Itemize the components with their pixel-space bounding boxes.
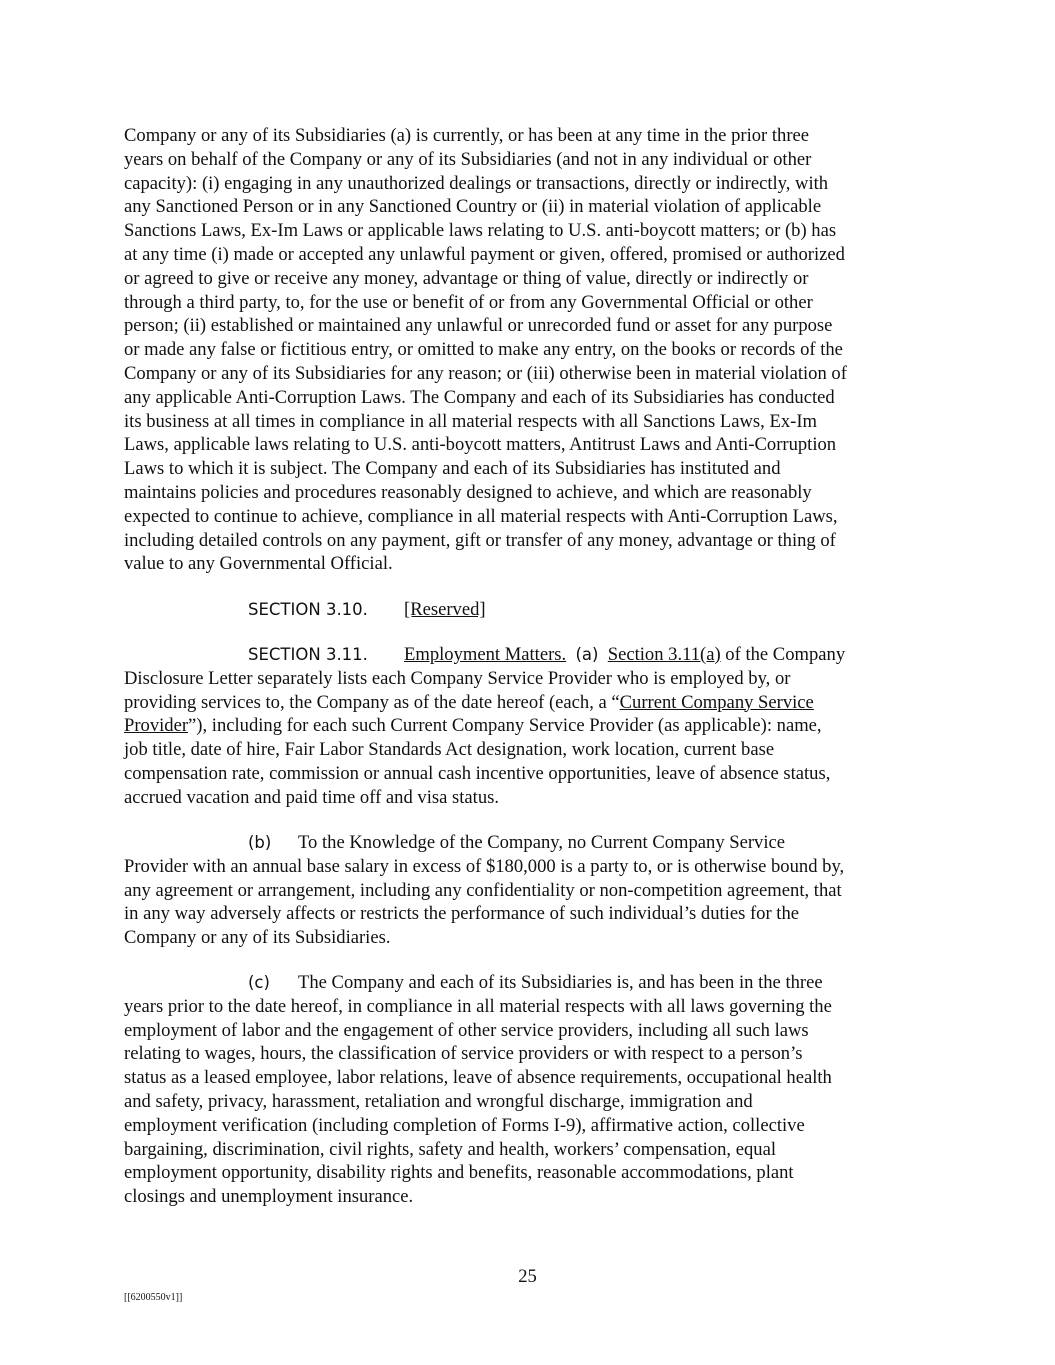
text-line: Company or any of its Subsidiaries for any reason; or (iii) otherwise been in material violation of xyxy=(124,362,847,384)
text-line: capacity): (i) engaging in any unauthorized dealings or transactions, directly or indirectly, with xyxy=(124,172,829,194)
text-line: maintains policies and procedures reasonably designed to achieve, and which are reasonably xyxy=(124,481,812,503)
text-fragment: ”), including for each such Current Company Service Provider (as applicable): name, xyxy=(188,715,822,737)
text-line: or made any false or fictitious entry, or omitted to make any entry, on the books or records of the xyxy=(124,339,843,361)
section-3-10-heading xyxy=(248,598,486,622)
text-fragment: The Company and each of its Subsidiaries is, and has been in the three xyxy=(298,972,823,993)
section-title: Employment Matters. xyxy=(404,644,567,665)
text-line: any agreement or arrangement, including any confidentiality or non-competition agreement, that xyxy=(124,879,842,901)
text-line xyxy=(124,643,936,667)
subsection-label-b: (b) xyxy=(248,833,272,852)
text-line: job title, date of hire, Fair Labor Standards Act designation, work location, current base xyxy=(124,739,775,761)
text-line: or agreed to give or receive any money, advantage or thing of value, directly or indirectly or xyxy=(124,267,809,289)
text-line: Provider with an annual base salary in excess of $180,000 is a party to, or is otherwise bound by, xyxy=(124,855,845,877)
text-line xyxy=(124,831,936,855)
section-3-11-paragraph-a xyxy=(124,643,936,810)
subsection-label-a: (a) xyxy=(575,645,599,664)
text-line: and safety, privacy, harassment, retaliation and wrongful discharge, immigration and xyxy=(124,1090,753,1112)
defined-term: Current Company Service xyxy=(619,691,814,713)
text-line: through a third party, to, for the use or benefit of or from any Governmental Official or other xyxy=(124,291,813,313)
section-title: [Reserved] xyxy=(404,599,486,620)
text-line: relating to wages, hours, the classification of service providers or with respect to a person’s xyxy=(124,1043,803,1065)
text-line: accrued vacation and paid time off and visa status. xyxy=(124,786,500,808)
text-line xyxy=(124,691,936,715)
section-number: SECTION 3.11. xyxy=(248,645,368,664)
text-line: at any time (i) made or accepted any unlawful payment or given, offered, promised or authorized xyxy=(124,243,845,265)
subsection-b-paragraph xyxy=(124,831,936,950)
text-line: Laws to which it is subject. The Company and each of its Subsidiaries has instituted and xyxy=(124,458,781,480)
defined-term: Provider xyxy=(124,715,189,737)
document-id: [[6200550v1]] xyxy=(124,1292,183,1303)
text-line: years on behalf of the Company or any of its Subsidiaries (and not in any individual or other xyxy=(124,148,812,170)
text-line: compensation rate, commission or annual cash incentive opportunities, leave of absence status, xyxy=(124,762,831,784)
text-fragment: of the Company xyxy=(720,644,846,665)
text-fragment: To the Knowledge of the Company, no Current Company Service xyxy=(298,832,786,853)
page-number: 25 xyxy=(518,1266,537,1287)
text-line: value to any Governmental Official. xyxy=(124,553,393,575)
text-line: Laws, applicable laws relating to U.S. anti-boycott matters, Antitrust Laws and Anti-Corruption xyxy=(124,434,837,456)
subsection-c-paragraph xyxy=(124,971,936,1209)
text-line: Company or any of its Subsidiaries (a) is currently, or has been at any time in the prior three xyxy=(124,125,810,146)
text-line: employment of labor and the engagement of other service providers, including all such laws xyxy=(124,1019,809,1041)
text-line: employment verification (including completion of Forms I-9), affirmative action, collective xyxy=(124,1114,805,1136)
text-line: Sanctions Laws, Ex-Im Laws or applicable laws relating to U.S. anti-boycott matters; or (b) has xyxy=(124,220,837,242)
text-line: Disclosure Letter separately lists each Company Service Provider who is employed by, or xyxy=(124,667,791,689)
text-line: any applicable Anti-Corruption Laws. The Company and each of its Subsidiaries has conducted xyxy=(124,386,835,408)
text-line xyxy=(124,714,936,738)
continuation-paragraph xyxy=(124,124,936,576)
text-line: in any way adversely affects or restricts the performance of such individual’s duties for the xyxy=(124,903,800,925)
text-line: years prior to the date hereof, in compliance in all material respects with all laws governing the xyxy=(124,995,832,1017)
text-line: person; (ii) established or maintained any unlawful or unrecorded fund or asset for any purpose xyxy=(124,315,833,337)
text-line: closings and unemployment insurance. xyxy=(124,1186,414,1208)
text-line: Company or any of its Subsidiaries. xyxy=(124,927,391,949)
text-line: employment opportunity, disability rights and benefits, reasonable accommodations, plant xyxy=(124,1162,794,1184)
text-line: status as a leased employee, labor relations, leave of absence requirements, occupational health xyxy=(124,1067,832,1089)
subsection-label-c: (c) xyxy=(248,973,270,992)
text-fragment: providing services to, the Company as of the date hereof (each, a “ xyxy=(124,691,620,713)
text-line: expected to continue to achieve, compliance in all material respects with Anti-Corruption Laws, xyxy=(124,505,838,527)
text-line: its business at all times in compliance in all material respects with all Sanctions Laws, Ex-Im xyxy=(124,410,817,432)
text-line: any Sanctioned Person or in any Sanctioned Country or (ii) in material violation of applicable xyxy=(124,196,822,218)
text-line xyxy=(124,971,936,995)
section-reference-link[interactable]: Section 3.11(a) xyxy=(607,644,721,665)
text-line: including detailed controls on any payment, gift or transfer of any money, advantage or thing of xyxy=(124,529,836,551)
section-number: SECTION 3.10. xyxy=(248,600,368,619)
text-line: bargaining, discrimination, civil rights, safety and health, workers’ compensation, equal xyxy=(124,1138,776,1160)
